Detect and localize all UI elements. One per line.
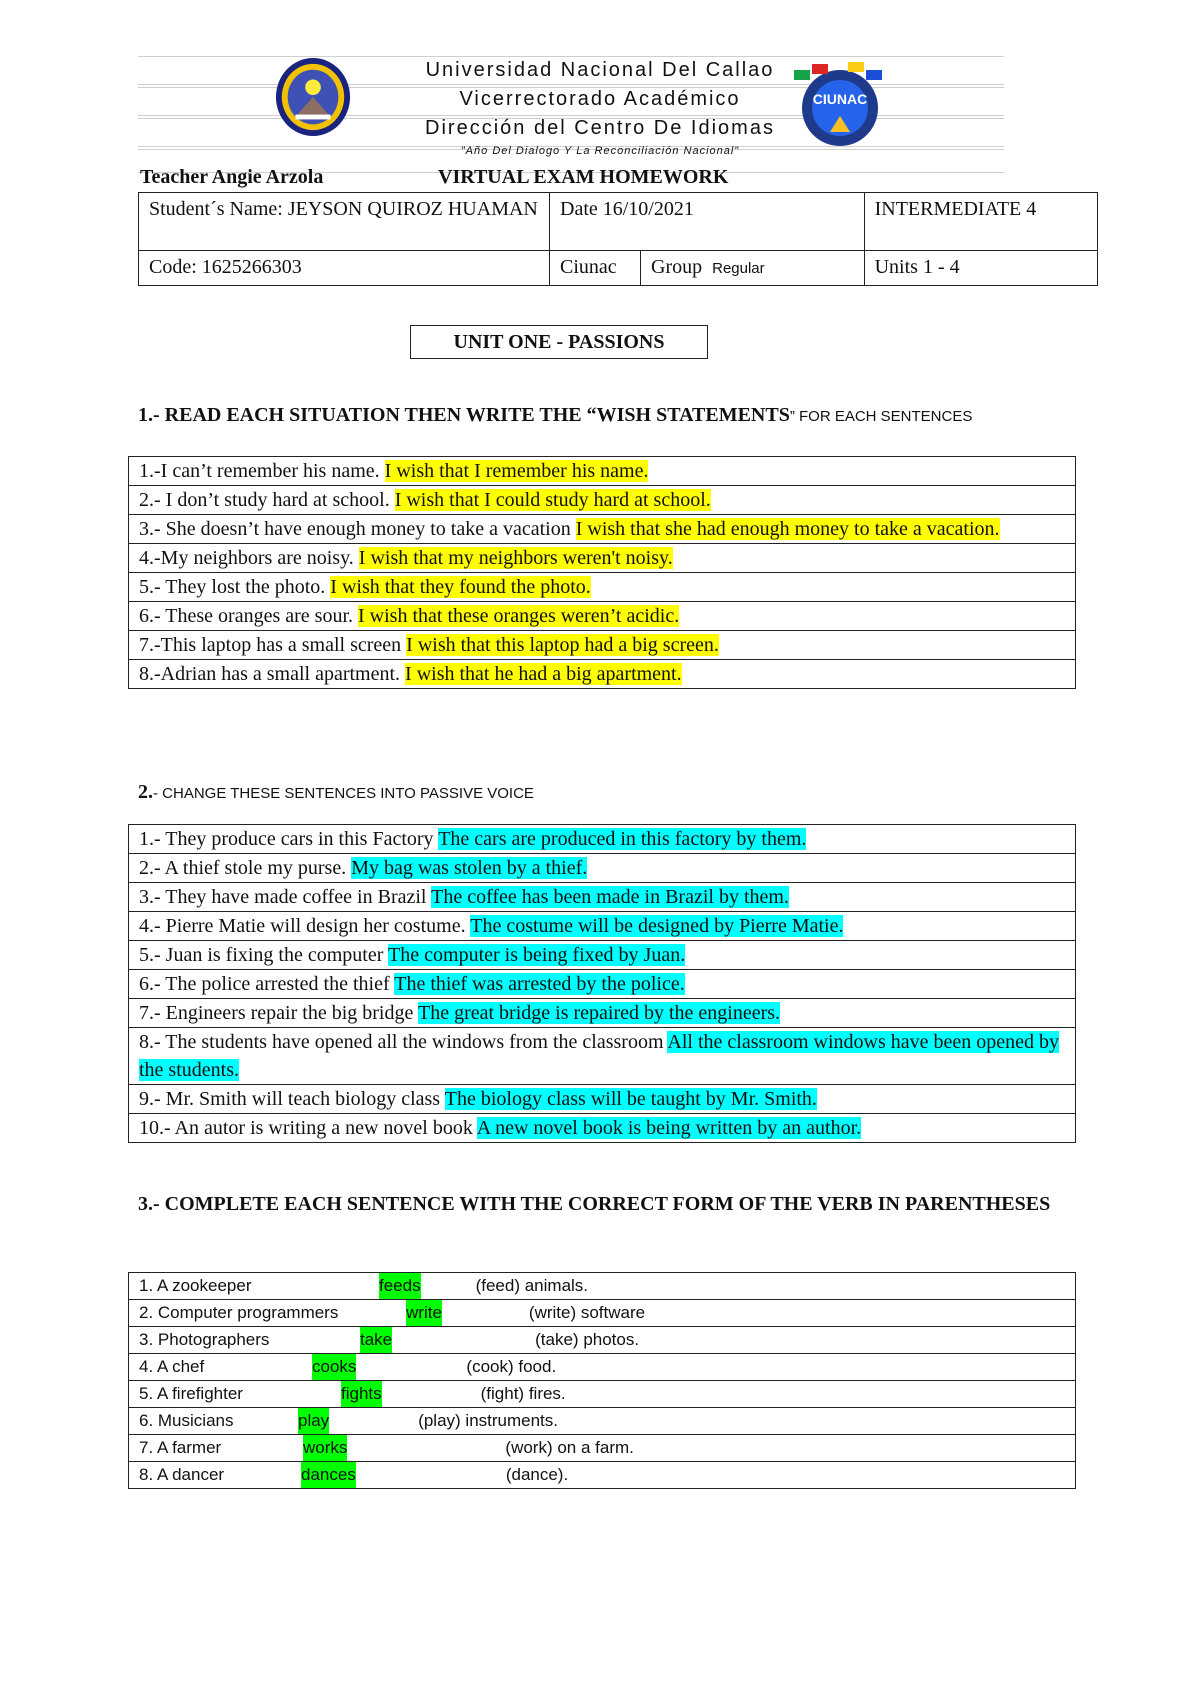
passive-row bbox=[129, 883, 1076, 912]
passive-row bbox=[129, 1028, 1076, 1085]
wish-row-cell bbox=[129, 573, 1076, 602]
passive-row bbox=[129, 999, 1076, 1028]
verb-row-cell bbox=[129, 1408, 1076, 1435]
passive-voice-table bbox=[128, 824, 1076, 1143]
section2-title bbox=[138, 781, 534, 804]
verb-subject: 3. Photographers bbox=[139, 1330, 270, 1349]
student-info-table bbox=[138, 192, 1098, 286]
verb-subject: 1. A zookeeper bbox=[139, 1276, 252, 1295]
verb-row bbox=[129, 1273, 1076, 1300]
passive-row bbox=[129, 1085, 1076, 1114]
passive-row-cell bbox=[129, 825, 1076, 854]
passive-row-cell bbox=[129, 999, 1076, 1028]
active-sentence: 3.- They have made coffee in Brazil bbox=[139, 886, 432, 908]
institution-header bbox=[300, 55, 900, 159]
student-code: Code: 1625266303 bbox=[139, 251, 550, 286]
verb-subject: 8. A dancer bbox=[139, 1465, 225, 1484]
passive-row bbox=[129, 854, 1076, 883]
wish-row bbox=[129, 457, 1076, 486]
passive-answer: My bag was stolen by a thief. bbox=[351, 857, 588, 879]
active-sentence: 8.- The students have opened all the windows from the classroom bbox=[139, 1031, 668, 1053]
student-name: Student´s Name: JEYSON QUIROZ HUAMAN bbox=[139, 193, 550, 251]
verb-hint: (work) on a farm. bbox=[505, 1438, 634, 1457]
section1-title-rest: ” FOR EACH SENTENCES bbox=[789, 408, 973, 425]
wish-row bbox=[129, 631, 1076, 660]
header-line-direccion: Dirección del Centro De Idiomas bbox=[425, 117, 775, 139]
wish-row bbox=[129, 602, 1076, 631]
passive-answer: The cars are produced in this factory by them. bbox=[438, 828, 807, 850]
passive-row-cell bbox=[129, 941, 1076, 970]
svg-text:CIUNAC: CIUNAC bbox=[812, 91, 868, 107]
passive-answer: The thief was arrested by the police. bbox=[394, 973, 685, 995]
group-value: Regular bbox=[712, 260, 765, 277]
course-level: INTERMEDIATE 4 bbox=[864, 193, 1097, 251]
passive-row-cell bbox=[129, 1085, 1076, 1114]
wish-statements-table bbox=[128, 456, 1076, 689]
active-sentence: 9.- Mr. Smith will teach biology class bbox=[139, 1088, 445, 1110]
group-cell bbox=[641, 251, 865, 286]
wish-answer: I wish that they found the photo. bbox=[330, 576, 591, 598]
active-sentence: 6.- The police arrested the thief bbox=[139, 973, 395, 995]
wish-row-cell bbox=[129, 602, 1076, 631]
verb-hint: (dance). bbox=[505, 1465, 569, 1484]
verb-forms-table bbox=[128, 1272, 1076, 1489]
section1-title bbox=[138, 402, 1078, 430]
verb-subject: 6. Musicians bbox=[139, 1411, 234, 1430]
passive-row-cell bbox=[129, 883, 1076, 912]
verb-row bbox=[129, 1327, 1076, 1354]
wish-row-cell bbox=[129, 544, 1076, 573]
exam-date: Date 16/10/2021 bbox=[550, 193, 865, 251]
situation-text: 5.- They lost the photo. bbox=[139, 576, 331, 598]
situation-text: 3.- She doesn’t have enough money to take a vacation bbox=[139, 518, 576, 540]
section2-title-text: - CHANGE THESE SENTENCES INTO PASSIVE VOICE bbox=[153, 785, 534, 802]
wish-row-cell bbox=[129, 515, 1076, 544]
passive-row-cell bbox=[129, 912, 1076, 941]
verb-answer: fights bbox=[341, 1381, 382, 1407]
wish-answer: I wish that these oranges weren’t acidic. bbox=[358, 605, 680, 627]
verb-hint: (cook) food. bbox=[466, 1357, 557, 1376]
wish-row bbox=[129, 573, 1076, 602]
wish-row bbox=[129, 660, 1076, 689]
wish-row-cell bbox=[129, 457, 1076, 486]
exam-title: VIRTUAL EXAM HOMEWORK bbox=[438, 166, 729, 188]
passive-row-cell bbox=[129, 1028, 1076, 1085]
verb-hint: (take) photos. bbox=[535, 1330, 640, 1349]
passive-answer: A new novel book is being written by an author. bbox=[476, 1117, 862, 1139]
verb-row bbox=[129, 1381, 1076, 1408]
header-line-motto: "Año Del Dialogo Y La Reconciliación Nacional" bbox=[460, 145, 740, 157]
verb-row-cell bbox=[129, 1462, 1076, 1489]
verb-row-cell bbox=[129, 1327, 1076, 1354]
header-line-vicerrectorado: Vicerrectorado Académico bbox=[459, 88, 741, 110]
passive-row bbox=[129, 941, 1076, 970]
verb-answer: cooks bbox=[312, 1354, 356, 1380]
verb-hint: (fight) fires. bbox=[480, 1384, 566, 1403]
verb-hint: (feed) animals. bbox=[475, 1276, 589, 1295]
header-line-university: Universidad Nacional Del Callao bbox=[425, 59, 775, 81]
verb-subject: 7. A farmer bbox=[139, 1438, 222, 1457]
verb-row bbox=[129, 1300, 1076, 1327]
passive-row-cell bbox=[129, 1114, 1076, 1143]
situation-text: 2.- I don’t study hard at school. bbox=[139, 489, 395, 511]
wish-answer: I wish that I remember his name. bbox=[384, 460, 649, 482]
verb-hint: (write) software bbox=[528, 1303, 646, 1322]
section1-title-main: 1.- READ EACH SITUATION THEN WRITE THE “WISH STATEMENTS bbox=[138, 404, 790, 426]
active-sentence: 2.- A thief stole my purse. bbox=[139, 857, 352, 879]
section2-number: 2. bbox=[138, 781, 153, 803]
passive-row-cell bbox=[129, 970, 1076, 999]
wish-row bbox=[129, 544, 1076, 573]
verb-answer: take bbox=[360, 1327, 392, 1353]
teacher-name: Teacher Angie Arzola bbox=[140, 166, 324, 188]
verb-row bbox=[129, 1408, 1076, 1435]
passive-answer: The coffee has been made in Brazil by them. bbox=[431, 886, 789, 908]
units-range: Units 1 - 4 bbox=[864, 251, 1097, 286]
verb-hint: (play) instruments. bbox=[418, 1411, 559, 1430]
active-sentence: 4.- Pierre Matie will design her costume. bbox=[139, 915, 471, 937]
group-label: Group bbox=[651, 256, 703, 278]
passive-answer: The computer is being fixed by Juan. bbox=[388, 944, 686, 966]
passive-row bbox=[129, 970, 1076, 999]
wish-answer: I wish that she had enough money to take a vacation. bbox=[575, 518, 1000, 540]
unit-title: UNIT ONE - PASSIONS bbox=[410, 325, 708, 359]
wish-row bbox=[129, 486, 1076, 515]
wish-answer: I wish that my neighbors weren't noisy. bbox=[358, 547, 673, 569]
passive-answer: All the classroom windows have been opened by the students. bbox=[139, 1031, 1059, 1081]
passive-row-cell bbox=[129, 854, 1076, 883]
situation-text: 6.- These oranges are sour. bbox=[139, 605, 359, 627]
active-sentence: 1.- They produce cars in this Factory bbox=[139, 828, 439, 850]
situation-text: 7.-This laptop has a small screen bbox=[139, 634, 407, 656]
verb-subject: 4. A chef bbox=[139, 1357, 205, 1376]
verb-subject: 2. Computer programmers bbox=[139, 1303, 339, 1322]
wish-row-cell bbox=[129, 660, 1076, 689]
verb-answer: feeds bbox=[379, 1273, 421, 1299]
verb-row-cell bbox=[129, 1300, 1076, 1327]
passive-row bbox=[129, 912, 1076, 941]
wish-answer: I wish that I could study hard at school. bbox=[394, 489, 711, 511]
wish-row-cell bbox=[129, 486, 1076, 515]
verb-row-cell bbox=[129, 1354, 1076, 1381]
section3-title: 3.- COMPLETE EACH SENTENCE WITH THE CORRECT FORM OF THE VERB IN PARENTHESES bbox=[138, 1193, 1051, 1215]
passive-answer: The biology class will be taught by Mr. Smith. bbox=[444, 1088, 817, 1110]
passive-row bbox=[129, 1114, 1076, 1143]
verb-answer: works bbox=[303, 1435, 347, 1461]
active-sentence: 7.- Engineers repair the big bridge bbox=[139, 1002, 418, 1024]
verb-subject: 5. A firefighter bbox=[139, 1384, 243, 1403]
verb-row-cell bbox=[129, 1273, 1076, 1300]
active-sentence: 10.- An autor is writing a new novel book bbox=[139, 1117, 477, 1139]
verb-row bbox=[129, 1435, 1076, 1462]
situation-text: 1.-I can’t remember his name. bbox=[139, 460, 385, 482]
verb-answer: dances bbox=[301, 1462, 356, 1488]
wish-row-cell bbox=[129, 631, 1076, 660]
situation-text: 4.-My neighbors are noisy. bbox=[139, 547, 359, 569]
verb-row-cell bbox=[129, 1381, 1076, 1408]
institute-name: Ciunac bbox=[550, 251, 641, 286]
passive-row bbox=[129, 825, 1076, 854]
passive-answer: The costume will be designed by Pierre Matie. bbox=[470, 915, 844, 937]
verb-row bbox=[129, 1354, 1076, 1381]
wish-row bbox=[129, 515, 1076, 544]
verb-answer: write bbox=[406, 1300, 442, 1326]
situation-text: 8.-Adrian has a small apartment. bbox=[139, 663, 406, 685]
active-sentence: 5.- Juan is fixing the computer bbox=[139, 944, 389, 966]
passive-answer: The great bridge is repaired by the engineers. bbox=[417, 1002, 781, 1024]
wish-answer: I wish that this laptop had a big screen. bbox=[406, 634, 719, 656]
verb-answer: play bbox=[298, 1408, 329, 1434]
wish-answer: I wish that he had a big apartment. bbox=[405, 663, 682, 685]
verb-row-cell bbox=[129, 1435, 1076, 1462]
verb-row bbox=[129, 1462, 1076, 1489]
